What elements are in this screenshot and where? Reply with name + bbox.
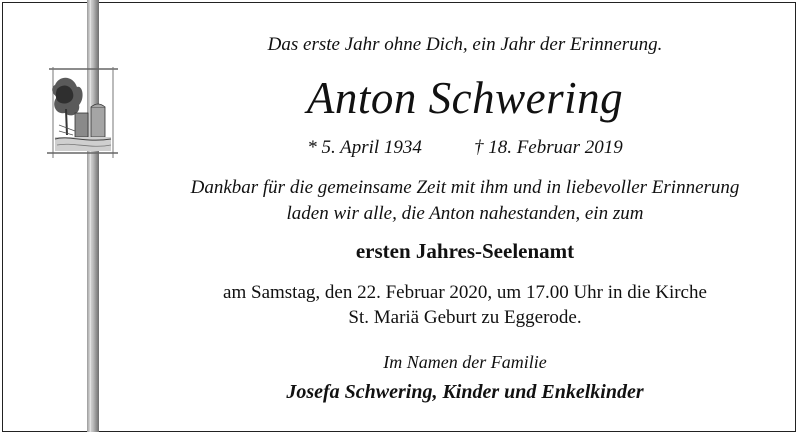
thanks-line-1: Dankbar für die gemeinsame Zeit mit ihm und in liebevoller Erinnerung [190, 177, 740, 198]
cemetery-sketch-icon [45, 65, 120, 160]
event-when-line-2: St. Mariä Geburt zu Eggerode. [348, 307, 582, 328]
intro-line: Das erste Jahr ohne Dich, ein Jahr der Erinnerung. [267, 34, 663, 55]
event-when-line-1: am Samstag, den 22. Februar 2020, um 17.00 Uhr in die Kirche [223, 282, 707, 303]
life-dates [130, 137, 800, 159]
birth-date: * 5. April 1934 [307, 137, 422, 158]
family-intro: Im Namen der Familie [383, 352, 547, 372]
event-title: ersten Jahres-Seelenamt [355, 239, 575, 263]
death-date: † 18. Februar 2019 [473, 137, 623, 158]
signers: Josefa Schwering, Kinder und Enkelkinder [286, 381, 644, 403]
deceased-name: Anton Schwering [306, 73, 624, 123]
thanks-line-2: laden wir alle, die Anton nahestanden, ein zum [286, 203, 644, 224]
